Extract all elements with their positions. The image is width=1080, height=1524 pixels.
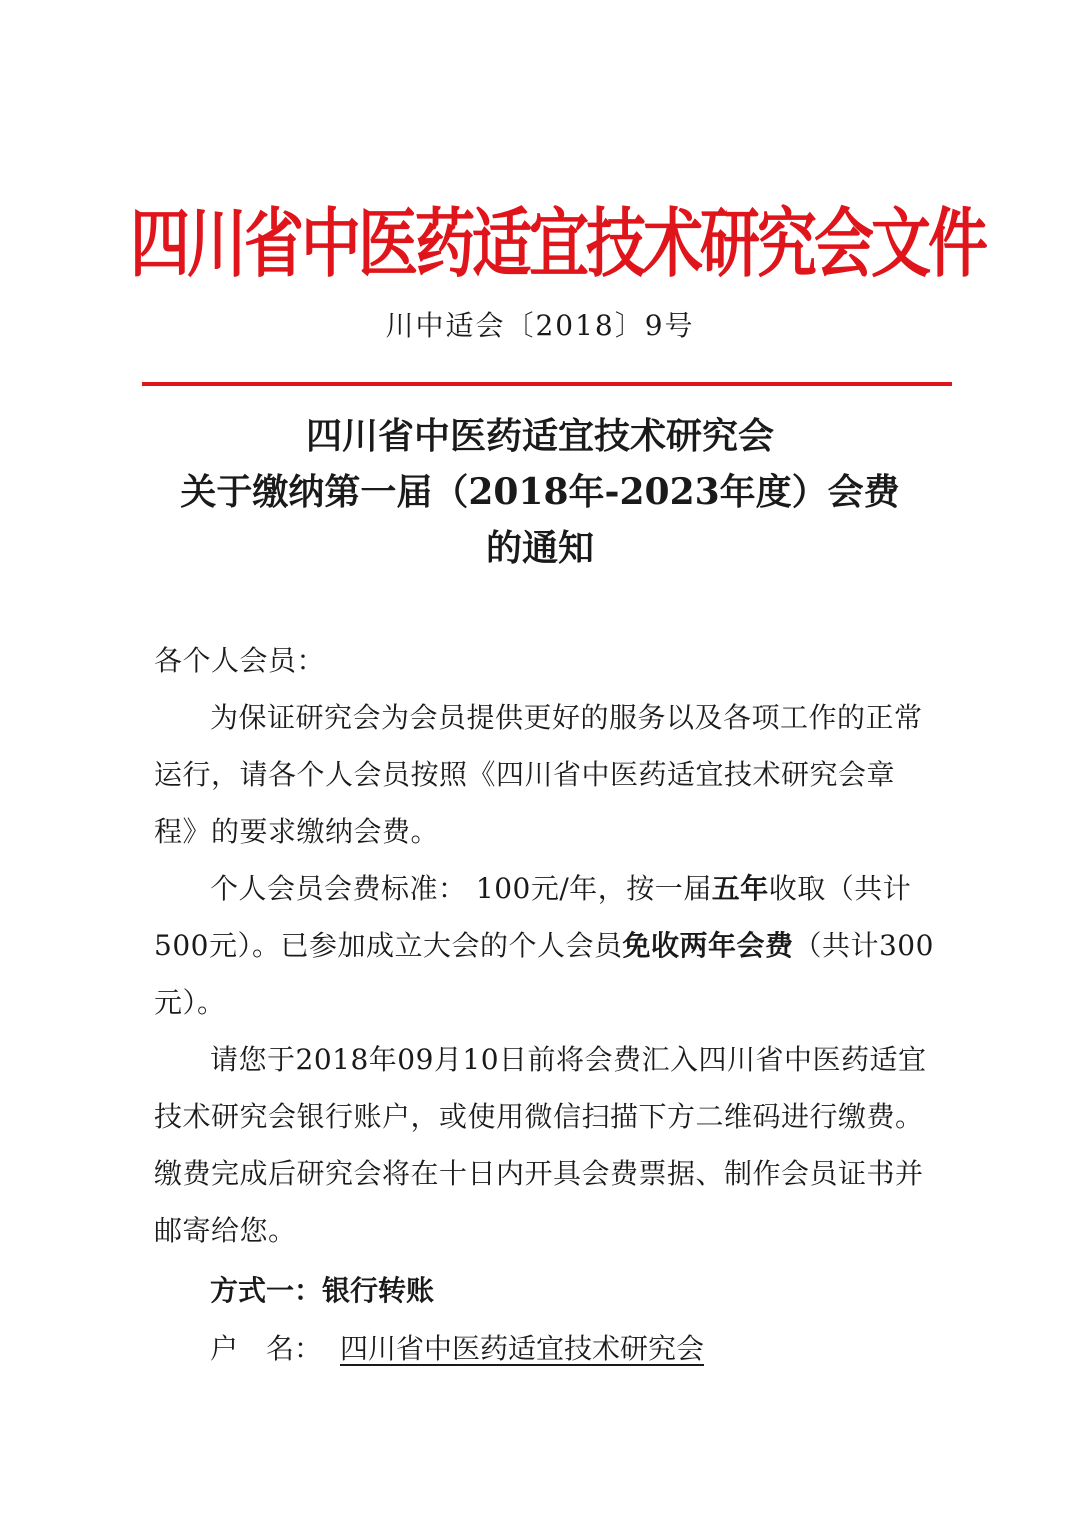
paragraph-fee-standard (154, 860, 934, 1031)
account-name-label: 户 名： (210, 1332, 323, 1365)
account-name-row (210, 1320, 704, 1377)
paragraph-payment-instructions: 请您于2018年09月10日前将会费汇入四川省中医药适宜技术研究会银行账户，或使用微信扫描下方二维码进行缴费。缴费完成后研究会将在十日内开具会费票据、制作会员证书并邮寄给您。 (154, 1043, 927, 1247)
fee-text-c: 收取（共计500元）。已参加成立大会的个人会员 (154, 872, 912, 962)
salutation: 各个人会员： (154, 644, 326, 677)
masthead-title: 四川省中医药适宜技术研究会文件 (130, 200, 985, 289)
fee-text-e: （共计300元）。 (154, 929, 934, 1019)
account-name-value: 四川省中医药适宜技术研究会 (340, 1332, 705, 1365)
notice-title-line-1: 四川省中医药适宜技术研究会 (305, 415, 774, 457)
fee-text-exemption: 免收两年会费 (622, 929, 794, 962)
notice-title-line-3: 的通知 (485, 527, 594, 569)
payment-method-1-heading: 方式一：银行转账 (210, 1274, 435, 1307)
red-divider (142, 382, 952, 386)
paragraph-purpose: 为保证研究会为会员提供更好的服务以及各项工作的正常运行，请各个人会员按照《四川省中医药适宜技术研究会章程》的要求缴纳会费。 (154, 701, 923, 848)
fee-text-a: 个人会员会费标准： 100元/年，按一届 (210, 872, 712, 905)
notice-title-line-2: 关于缴纳第一届（2018年-2023年度）会费 (180, 471, 900, 513)
document-number: 川中适会〔2018〕9号 (385, 309, 695, 342)
fee-text-five-years: 五年 (711, 872, 769, 905)
